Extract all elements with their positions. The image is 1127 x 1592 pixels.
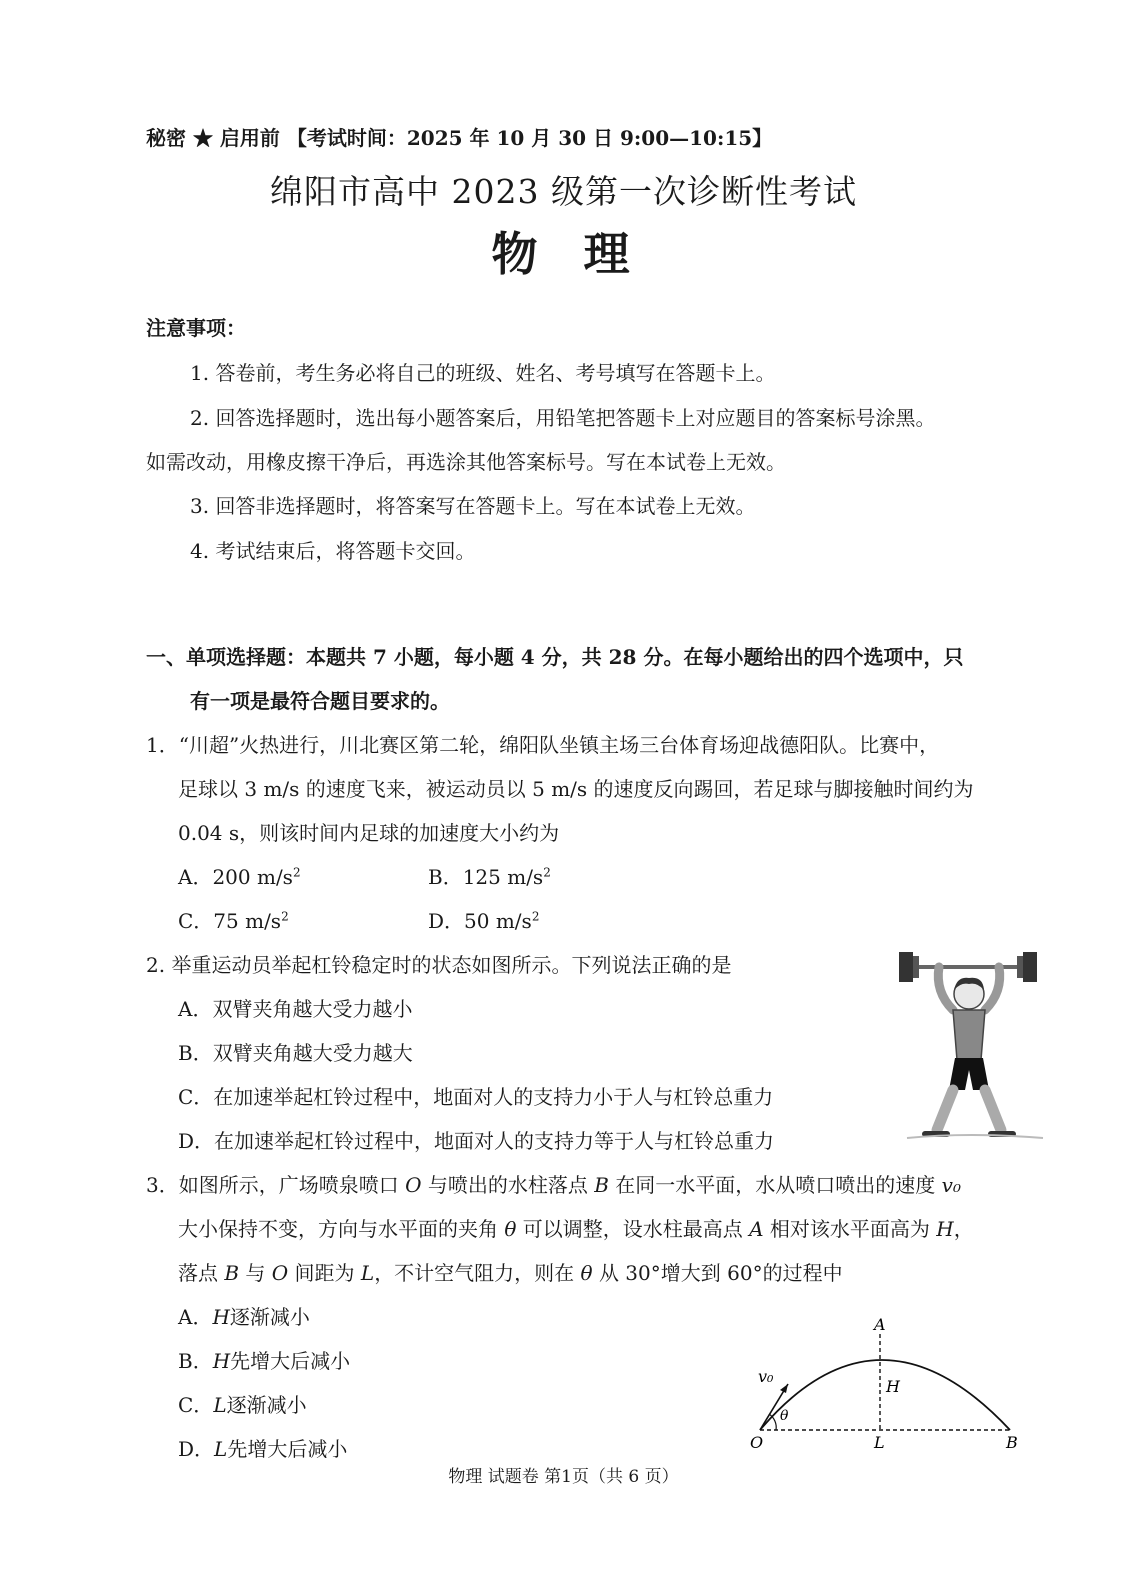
label-L: L — [874, 1433, 885, 1452]
notice-item-1: 1. 答卷前，考生务必将自己的班级、姓名、考号填写在答题卡上。 — [190, 361, 776, 385]
q3-option-a: A．H逐渐减小 — [178, 1305, 310, 1329]
q2-stem: 2. 举重运动员举起杠铃稳定时的状态如图所示。下列说法正确的是 — [146, 953, 732, 977]
trajectory-curve — [760, 1360, 1010, 1430]
notice-item-2-cont: 如需改动，用橡皮擦干净后，再选涂其他答案标号。写在本试卷上无效。 — [146, 450, 786, 474]
torso — [953, 1010, 985, 1060]
barbell-plate-left — [899, 952, 913, 982]
notice-heading: 注意事项： — [146, 316, 246, 340]
q3-stem-line3: 落点 B 与 O 间距为 L，不计空气阻力，则在 θ 从 30°增大到 60°的过程中 — [178, 1261, 843, 1285]
q1-stem-line2: 足球以 3 m/s 的速度飞来，被运动员以 5 m/s 的速度反向踢回，若足球与脚接触时间约为 — [178, 777, 974, 801]
section-heading: 一、单项选择题：本题共 7 小题，每小题 4 分，共 28 分。在每小题给出的四个选项中，只 — [146, 645, 964, 669]
label-H: H — [886, 1377, 900, 1396]
q3-option-c: C．L逐渐减小 — [178, 1393, 307, 1417]
q3-option-b: B．H先增大后减小 — [178, 1349, 351, 1373]
weightlifter-figure — [895, 942, 1055, 1142]
label-B: B — [1006, 1433, 1018, 1452]
q1-stem-line1: 1．“川超”火热进行，川北赛区第二轮，绵阳队坐镇主场三台体育场迎战德阳队。比赛中， — [146, 733, 940, 757]
notice-item-3: 3. 回答非选择题时，将答案写在答题卡上。写在本试卷上无效。 — [190, 494, 756, 518]
notice-item-2: 2. 回答选择题时，选出每小题答案后，用铅笔把答题卡上对应题目的答案标号涂黑。 — [190, 406, 936, 430]
barbell-plate-right — [1023, 952, 1037, 982]
notice-item-4: 4. 考试结束后，将答题卡交回。 — [190, 539, 476, 563]
q1-option-b: B．125 $m/s^2$ — [428, 865, 551, 889]
q3-stem-line1: 3．如图所示，广场喷泉喷口 O 与喷出的水柱落点 B 在同一水平面，水从喷口喷出的速度 v₀ — [146, 1173, 961, 1197]
label-A: A — [874, 1315, 886, 1334]
q1-stem-line3: 0.04 s，则该时间内足球的加速度大小约为 — [178, 821, 560, 845]
confidential-header: 秘密 ★ 启用前 【考试时间：2025 年 10 月 30 日 9:00—10:15】 — [146, 126, 773, 150]
label-v0: v₀ — [758, 1367, 774, 1386]
projectile-diagram — [740, 1310, 1040, 1460]
q1-option-c: C．75 $m/s^2$ — [178, 909, 289, 933]
section-heading-cont: 有一项是最符合题目要求的。 — [190, 689, 450, 713]
label-theta: θ — [780, 1408, 789, 1424]
q2-option-c: C．在加速举起杠铃过程中，地面对人的支持力小于人与杠铃总重力 — [178, 1085, 774, 1109]
q2-option-b: B．双臂夹角越大受力越大 — [178, 1041, 413, 1065]
label-O: O — [750, 1433, 764, 1452]
q3-option-d: D．L先增大后减小 — [178, 1437, 348, 1461]
subject-title: 物理 — [491, 227, 676, 281]
q1-option-d: D．50 $m/s^2$ — [428, 909, 540, 933]
exam-title: 绵阳市高中 2023 级第一次诊断性考试 — [270, 172, 857, 211]
q2-option-d: D．在加速举起杠铃过程中，地面对人的支持力等于人与杠铃总重力 — [178, 1129, 775, 1153]
theta-arc — [769, 1414, 776, 1430]
q3-stem-line2: 大小保持不变，方向与水平面的夹角 θ 可以调整，设水柱最高点 A 相对该水平面高为 H， — [178, 1217, 974, 1241]
q2-option-a: A．双臂夹角越大受力越小 — [178, 997, 413, 1021]
q1-option-a: A．200 $m/s^2$ — [178, 865, 301, 889]
page-footer: 物理 试题卷 第1页（共 6 页） — [448, 1467, 679, 1487]
